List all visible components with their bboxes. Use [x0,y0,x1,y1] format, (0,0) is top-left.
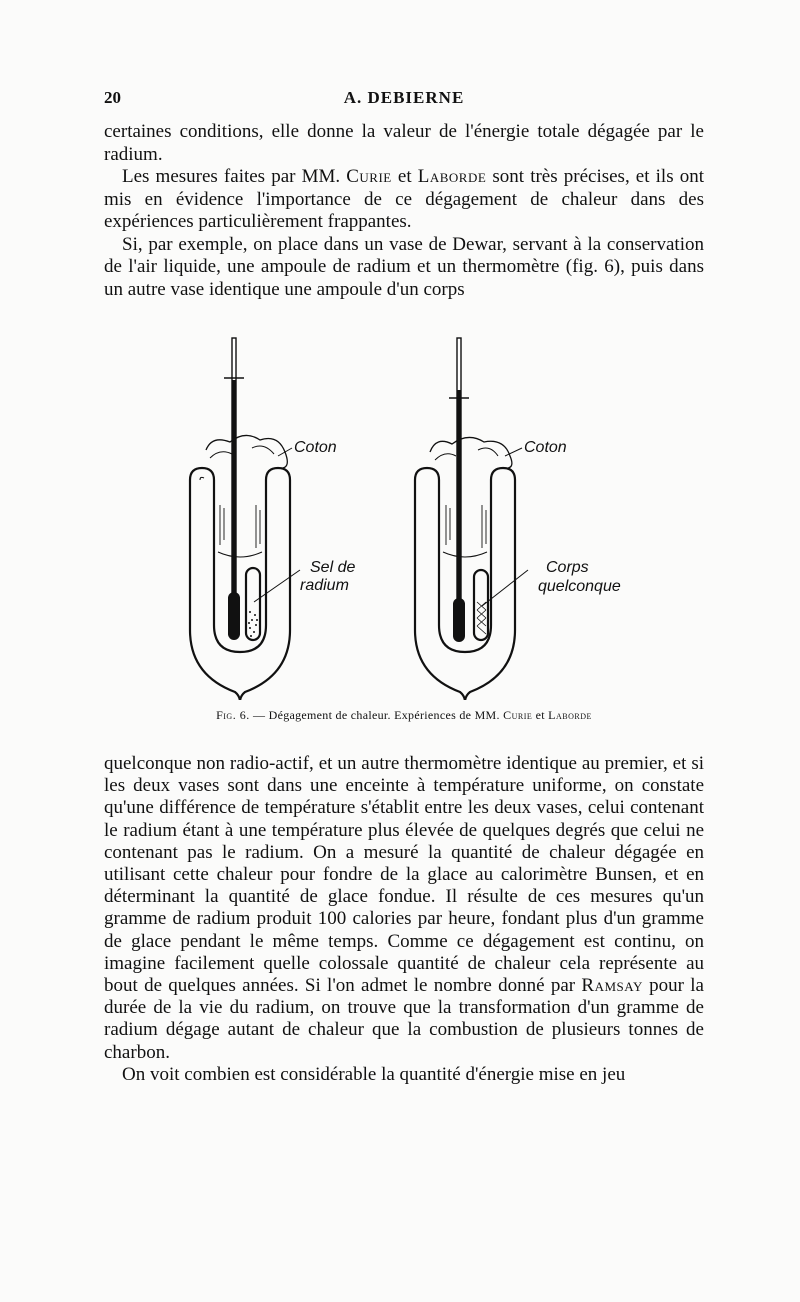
running-title: A. DEBIERNE [343,88,465,107]
text-run: quelconque non radio-actif, et un autre thermomètre identique au premier, et si les deux vases sont dans une enceinte à température uniforme, on constate qu'une différence de température s'établit entre les deux vases, celui contenant le radium étant à une température plus élevée de quelques degrés que celui ne contenant pas le radium. On a mesuré la quantité de chaleur dégagée en utilisant cette chaleur pour fondre de la glace au calorimètre Bunsen, et en déterminant la quantité de glace fondue. Il résulte de ces mesures qu'un gramme de radium produit 100 calories par heure, fondant plus d'un gramme de glace pendant le même temps. Comme ce dégagement est continu, on imagine facilement quelle colossale quantité de chaleur cela représente au bout de quelques années. Si l'on admet le nombre donné par [104,753,704,997]
paragraph-1: certaines conditions, elle donne la valeur de l'énergie totale dégagée par le radium. [104,121,704,165]
caption-name-laborde: Laborde [548,708,592,722]
figure-caption [104,708,704,723]
text-block-bottom [104,753,704,1086]
radium-salt-dots [248,611,258,637]
label-quelconque: quelconque [538,578,621,595]
paragraph-4 [104,753,704,1064]
page-number: 20 [104,88,121,107]
text-block-top [104,121,704,301]
text-run: pour la durée de la vie du radium, on trouve que la transformation d'un gramme de radium dégage autant de chaleur que la combustion de plusieurs tonnes de charbon. [104,975,704,1063]
caption-name-curie: Curie [503,708,533,722]
left-vessel [190,338,300,700]
label-sel-de: Sel de [310,559,356,576]
author-name-ramsay: Ramsay [581,975,643,997]
text-run: et [391,166,418,187]
dewar-illustration [160,330,640,700]
text-run: sont très précises, et ils ont mis en évidence l'importance de ce dégagement de chaleur dans des expériences particulièrement frappantes. [104,166,704,232]
label-radium: radium [300,577,349,594]
right-vessel [415,338,528,700]
text-run: Les mesures faites par MM. [122,166,347,187]
author-name-laborde: Laborde [417,166,487,187]
figure-dewar-vessels [160,330,640,700]
paragraph-3: Si, par exemple, on place dans un vase de Dewar, servant à la conservation de l'air liquide, une ampoule de radium et un thermomètre (fig. 6), puis dans un autre vase identique une ampoule d'un corps [104,233,704,300]
label-coton-right: Coton [524,439,567,456]
author-name-curie: Curie [346,166,392,187]
paragraph-2 [104,166,704,234]
caption-fig-number: Fig. 6. [216,708,250,722]
caption-text: — Dégagement de chaleur. Expériences de MM. [249,708,504,722]
label-coton-left: Coton [294,439,337,456]
corps-quelconque-hatch [477,602,486,634]
paragraph-5: On voit combien est considérable la quantité d'énergie mise en jeu [122,1063,626,1085]
label-corps: Corps [546,559,589,576]
running-head [104,88,704,114]
caption-text: et [532,708,549,722]
